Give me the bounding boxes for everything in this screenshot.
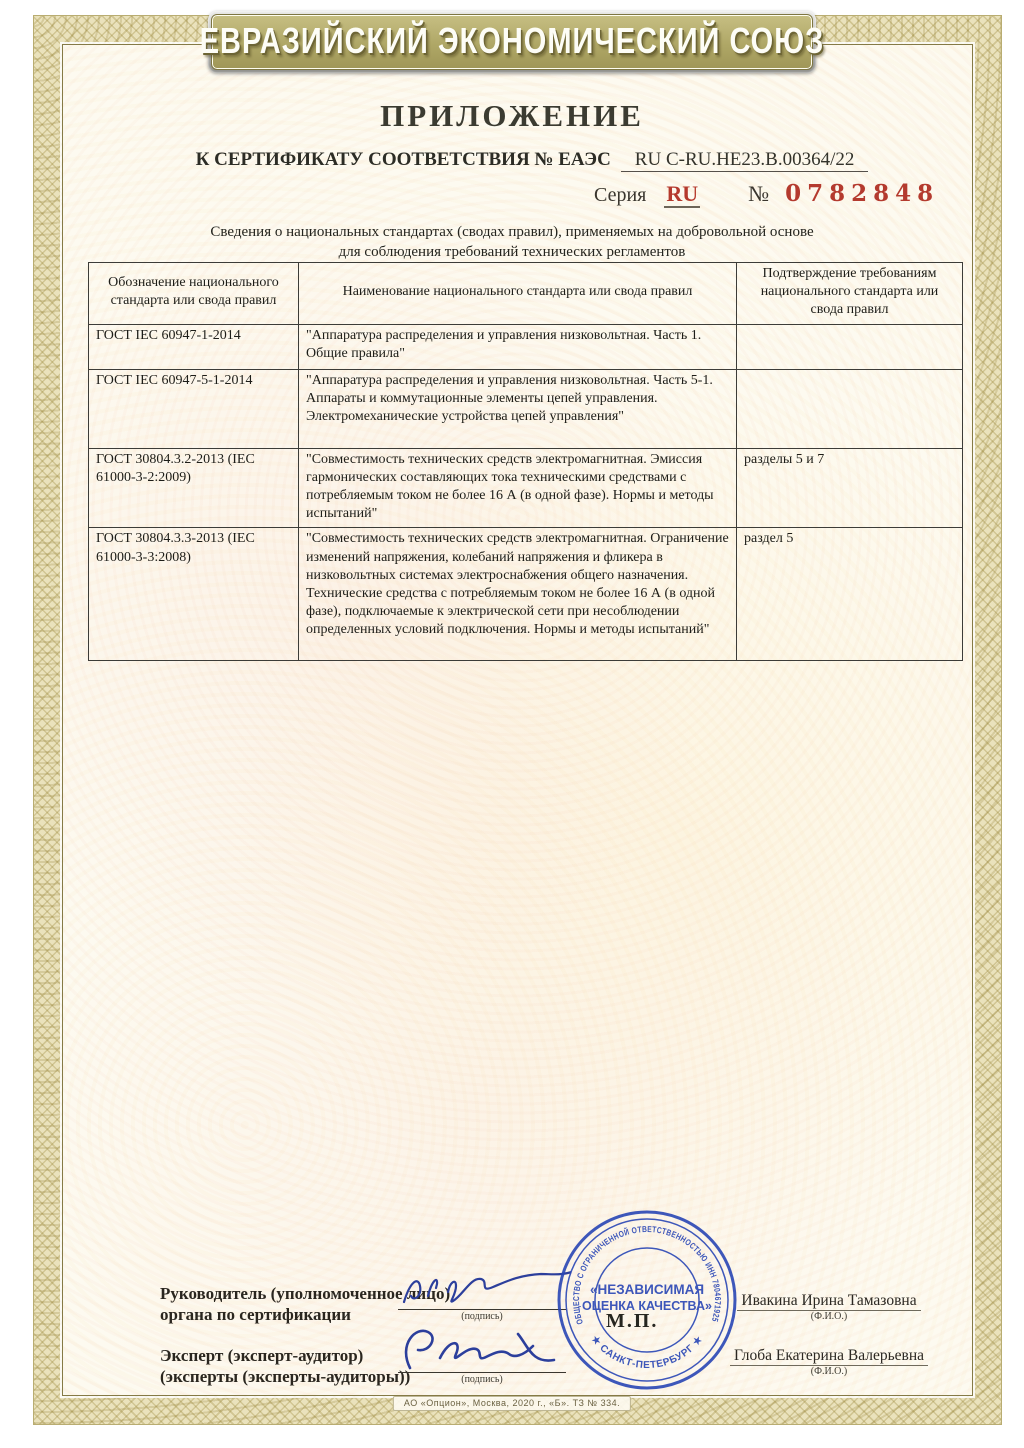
table-row (89, 528, 963, 661)
cell-confirmation: раздел 5 (737, 528, 963, 661)
expert-label-line1: Эксперт (эксперт-аудитор) (160, 1346, 364, 1365)
cell-standard-designation: ГОСТ 30804.3.2-2013 (IEC 61000-3-2:2009) (89, 448, 299, 528)
head-signer-name: Ивакина Ирина Тамазовна (737, 1292, 920, 1311)
expert-name-block (714, 1347, 944, 1377)
eaeu-banner-title: ЕВРАЗИЙСКИЙ ЭКОНОМИЧЕСКИЙ СОЮЗ (199, 21, 825, 62)
head-name-block (722, 1292, 936, 1322)
header-standard-designation: Обозначение национального стандарта или свода правил (89, 263, 299, 325)
blank-serial-number: 0782848 (785, 180, 940, 207)
header-standard-name: Наименование национального стандарта или свода правил (299, 263, 737, 325)
cell-confirmation: разделы 5 и 7 (737, 448, 963, 528)
expert-label-line2: (эксперты (эксперты-аудиторы)) (160, 1367, 411, 1387)
cell-confirmation (737, 369, 963, 448)
head-signature-caption: (подпись) (461, 1311, 503, 1322)
stamp-city-text: ★ САНКТ-ПЕТЕРБУРГ ★ (588, 1333, 706, 1372)
cell-standard-designation: ГОСТ IEC 60947-5-1-2014 (89, 369, 299, 448)
table-row (89, 369, 963, 448)
intro-line-1: Сведения о национальных стандартах (сводах правил), применяемых на добровольной основе (210, 224, 814, 240)
certificate-number: RU C-RU.HE23.B.00364/22 (621, 149, 869, 172)
cell-standard-name: "Аппаратура распределения и управления низковольтная. Часть 5-1. Аппараты и коммутационные элементы цепей управления. Электромеханические устройства цепей управления" (299, 369, 737, 448)
series-line (594, 180, 939, 207)
stamp-ring-text: ОБЩЕСТВО С ОГРАНИЧЕННОЙ ОТВЕТСТВЕННОСТЬЮ ИНН 7804671925 (570, 1223, 724, 1326)
cell-standard-name: "Совместимость технических средств электромагнитная. Ограничение изменений напряжения, колебаний напряжения и фликера в низковольтных системах электроснабжения общего назначения. Технические средства с потребляемым током не более 16 А (в одной фазе), подключаемые к электрической сети при несоблюдении определенных условий подключения. Нормы и методы испытаний" (299, 528, 737, 661)
expert-signature-line (398, 1372, 566, 1373)
cell-confirmation (737, 324, 963, 369)
cell-standard-name: "Аппаратура распределения и управления низковольтная. Часть 1. Общие правила" (299, 324, 737, 369)
series-value: RU (666, 181, 699, 206)
standards-table (88, 262, 963, 661)
table-row (89, 324, 963, 369)
eaeu-banner-plate (199, 15, 825, 69)
printer-imprint: АО «Опцион», Москва, 2020 г., «Б». ТЗ № 334. (393, 1396, 631, 1411)
head-fio-caption: (Ф.И.О.) (810, 1311, 848, 1322)
header-confirmation: Подтверждение требованиям национального стандарта или свода правил (737, 263, 963, 325)
standards-table-body (89, 324, 963, 661)
expert-fio-caption: (Ф.И.О.) (810, 1366, 848, 1377)
cell-standard-designation: ГОСТ 30804.3.3-2013 (IEC 61000-3-3:2008) (89, 528, 299, 661)
mp-seal-label: М.П. (606, 1310, 659, 1332)
head-signature-line (398, 1309, 566, 1310)
head-signer-label: Руководитель (уполномоченное лицо) органа по сертификации (160, 1284, 451, 1325)
table-row (89, 448, 963, 528)
expert-signer-name: Глоба Екатерина Валерьевна (730, 1347, 928, 1366)
intro-line-2: для соблюдения требований технических регламентов (338, 244, 686, 261)
expert-signature-caption: (подпись) (461, 1374, 503, 1385)
number-sign: № (748, 181, 770, 206)
stamp-center-line2: ОЦЕНКА КАЧЕСТВА» (582, 1299, 712, 1313)
cell-standard-name: "Совместимость технических средств электромагнитная. Эмиссия гармонических составляющих тока техническими средствами с потребляемым током не более 16 А (в одной фазе). Нормы и методы испытаний" (299, 448, 737, 528)
eaeu-banner (199, 11, 825, 73)
certificate-label: К СЕРТИФИКАТУ СООТВЕТСТВИЯ № ЕАЭС (195, 149, 611, 170)
cell-standard-designation: ГОСТ IEC 60947-1-2014 (89, 324, 299, 369)
intro-paragraph (0, 222, 1024, 263)
certificate-reference-line (0, 149, 1024, 171)
series-label: Серия (594, 184, 647, 206)
table-header-row (89, 263, 963, 325)
document-title: ПРИЛОЖЕНИЕ (380, 98, 644, 133)
stamp-center-line1: «НЕЗАВИСИМАЯ (589, 1282, 705, 1297)
